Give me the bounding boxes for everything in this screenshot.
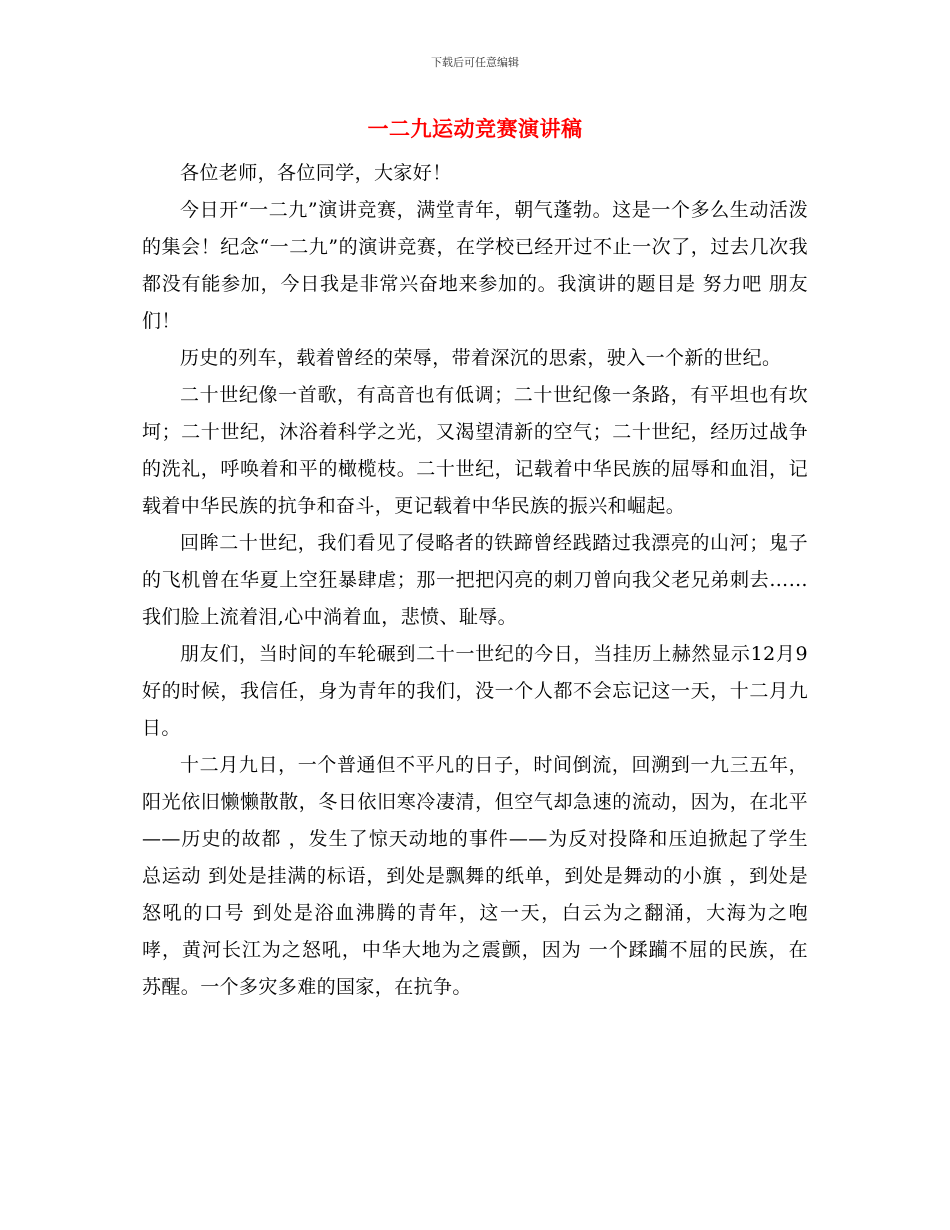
paragraph-history-train: 历史的列车，载着曾经的荣辱，带着深沉的思索，驶入一个新的世纪。 <box>180 347 782 369</box>
paragraph-look-back: 回眸二十世纪，我们看见了侵略者的铁蹄曾经践踏过我漂亮的山河；鬼子的飞机曾在华夏上空狂暴肆虐；那一把把闪亮的刺刀曾向我父老兄弟刺去……我们脸上流着泪,心中淌着血，悲愤、耻辱。 <box>142 532 808 628</box>
paragraph-intro: 今日开“一二九”演讲竞赛，满堂青年，朝气蓬勃。这是一个多么生动活泼的集会！纪念“一二九”的演讲竞赛，在学校已经开过不止一次了，过去几次我都没有能参加，今日我是非常兴奋地来参加的。我演讲的题目是 努力吧 朋友们！ <box>142 199 808 332</box>
document-title: 一二九运动竞赛演讲稿 <box>367 117 583 141</box>
paragraph-december-ninth: 十二月九日，一个普通但不平凡的日子，时间倒流，回溯到一九三五年，阳光依旧懒懒散散，冬日依旧寒冷凄清，但空气却急速的流动，因为，在北平——历史的故都 ，发生了惊天动地的事件——为反对投降和压迫掀起了学生总运动 到处是挂满的标语，到处是飘舞的纸单，到处是舞动的小旗 ，到处是怒吼的口号 到处是浴血沸腾的青年，这一天，白云为之翻涌，大海为之咆哮，黄河长江为之怒吼，中华大地为之震颤，因为 一个蹂躏不屈的民族，在苏醒。一个多灾多难的国家，在抗争。 <box>142 754 808 998</box>
header-note: 下载后可任意编辑 <box>431 56 519 69</box>
document-body <box>142 155 808 1006</box>
paragraph-greeting: 各位老师，各位同学，大家好！ <box>180 162 452 184</box>
paragraph-friends: 朋友们，当时间的车轮碾到二十一世纪的今日，当挂历上赫然显示12月9好的时候，我信任，身为青年的我们，没一个人都不会忘记这一天，十二月九日。 <box>142 643 808 739</box>
paragraph-twentieth-century: 二十世纪像一首歌，有高音也有低调；二十世纪像一条路，有平坦也有坎坷；二十世纪，沐浴着科学之光，又渴望清新的空气；二十世纪，经历过战争的洗礼，呼唤着和平的橄榄枝。二十世纪，记载着中华民族的屈辱和血泪，记载着中华民族的抗争和奋斗，更记载着中华民族的振兴和崛起。 <box>142 384 808 517</box>
